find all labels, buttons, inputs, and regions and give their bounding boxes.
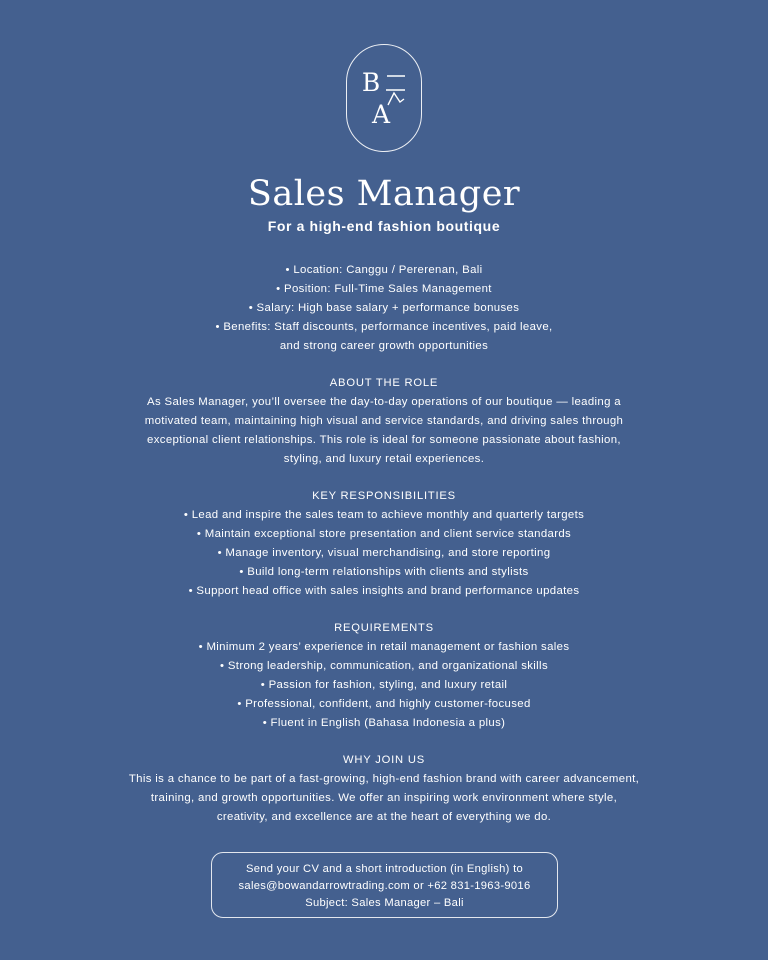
responsibilities-heading: KEY RESPONSIBILITIES [312,490,456,502]
detail-location: • Location: Canggu / Pererenan, Bali [285,264,483,276]
requirements-section [0,619,768,733]
svg-text:A: A [371,100,391,129]
contact-subject: Subject: Sales Manager – Bali [305,897,464,909]
about-line: exceptional client relationships. This role is ideal for someone passionate about fashion, [147,434,621,446]
page-title: Sales Manager [247,174,521,214]
requirement-item: • Minimum 2 years’ experience in retail management or fashion sales [198,641,570,653]
requirement-item: • Strong leadership, communication, and organizational skills [220,660,548,672]
brand-logo [346,44,422,152]
responsibility-item: • Support head office with sales insights and brand performance updates [188,585,580,597]
responsibility-item: • Lead and inspire the sales team to achieve monthly and quarterly targets [183,509,585,521]
about-line: motivated team, maintaining high visual and service standards, and driving sales through [144,415,624,427]
detail-salary: • Salary: High base salary + performance bonuses [248,302,520,314]
responsibility-item: • Maintain exceptional store presentation and client service standards [196,528,572,540]
brand-monogram-icon [347,45,420,150]
responsibility-item: • Build long-term relationships with clients and stylists [239,566,529,578]
about-line: styling, and luxury retail experiences. [283,453,485,465]
why-join-line: creativity, and excellence are at the heart of everything we do. [216,811,552,823]
why-join-heading: WHY JOIN US [343,754,425,766]
requirement-item: • Passion for fashion, styling, and luxury retail [260,679,508,691]
about-line: As Sales Manager, you’ll oversee the day-to-day operations of our boutique — leading a [147,396,621,408]
why-join-line: training, and growth opportunities. We offer an inspiring work environment where style, [150,792,618,804]
requirements-heading: REQUIREMENTS [334,622,434,634]
requirement-item: • Fluent in English (Bahasa Indonesia a plus) [262,717,506,729]
job-details-list [0,261,768,356]
contact-instruction: Send your CV and a short introduction (in English) to [245,863,524,875]
responsibility-item: • Manage inventory, visual merchandising, and store reporting [217,547,551,559]
requirement-item: • Professional, confident, and highly customer-focused [237,698,531,710]
detail-benefits-continued: and strong career growth opportunities [279,340,489,352]
detail-benefits: • Benefits: Staff discounts, performance incentives, paid leave, [215,321,553,333]
contact-box [211,852,558,918]
responsibilities-section [0,487,768,601]
contact-details: sales@bowandarrowtrading.com or +62 831-1963-9016 [238,880,531,892]
page-subtitle: For a high-end fashion boutique [267,218,501,234]
why-join-line: This is a chance to be part of a fast-growing, high-end fashion brand with career advancement, [128,773,640,785]
detail-position: • Position: Full-Time Sales Management [276,283,492,295]
why-join-section [0,751,768,827]
about-section [0,374,768,469]
about-heading: ABOUT THE ROLE [329,377,439,389]
svg-text:B: B [361,68,381,97]
